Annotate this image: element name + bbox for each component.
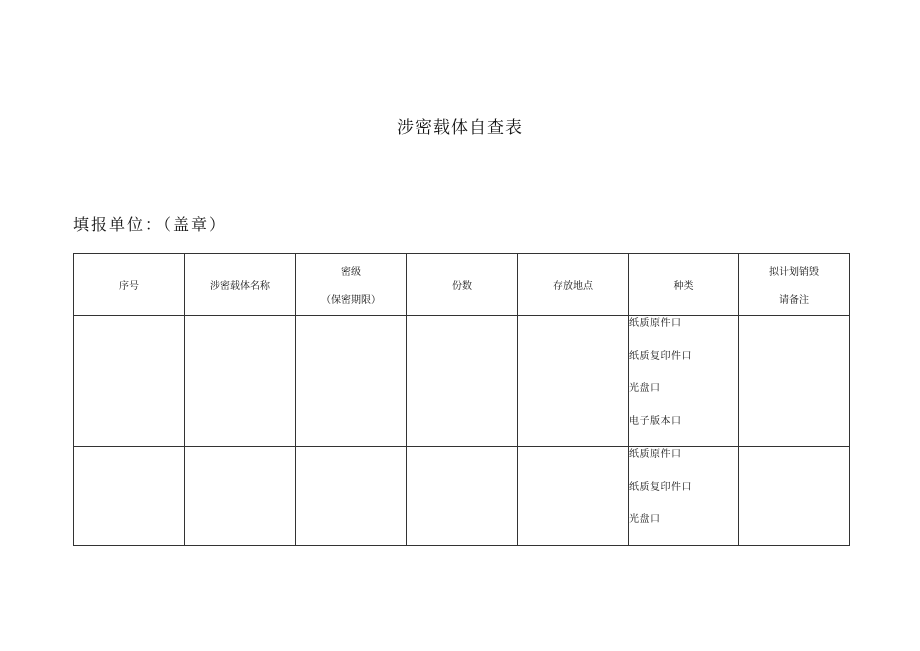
cell-seq[interactable] <box>74 316 185 447</box>
header-destroy-plan <box>739 254 850 316</box>
cell-storage-location[interactable] <box>518 316 629 447</box>
document-title: 涉密载体自查表 <box>397 118 523 138</box>
table-header-row <box>74 254 850 316</box>
cell-classification-level[interactable] <box>296 447 407 546</box>
cell-copies[interactable] <box>407 447 518 546</box>
header-storage-location: 存放地点 <box>518 254 629 316</box>
cell-classification-level[interactable] <box>296 316 407 447</box>
cell-seq[interactable] <box>74 447 185 546</box>
type-option-paper-copy[interactable]: 纸质复印件口 <box>629 350 692 362</box>
header-copies: 份数 <box>407 254 518 316</box>
header-type: 种类 <box>629 254 739 316</box>
cell-storage-location[interactable] <box>518 447 629 546</box>
type-option-paper-original[interactable]: 纸质原件口 <box>629 449 682 460</box>
header-classification-level <box>296 254 407 316</box>
header-plan-line2: 请备注 <box>779 295 809 306</box>
cell-carrier-name[interactable] <box>185 447 296 546</box>
reporting-unit-label: 填报单位：（盖章） <box>73 215 228 234</box>
cell-copies[interactable] <box>407 316 518 447</box>
header-seq: 序号 <box>74 254 185 316</box>
type-option-optical-disc[interactable]: 光盘口 <box>629 514 661 525</box>
cell-type-options <box>629 447 739 546</box>
type-option-optical-disc[interactable]: 光盘口 <box>629 383 661 394</box>
cell-destroy-plan[interactable] <box>739 316 850 447</box>
header-carrier-name: 涉密载体名称 <box>185 254 296 316</box>
type-option-electronic[interactable]: 电子版本口 <box>629 415 682 427</box>
cell-destroy-plan[interactable] <box>739 447 850 546</box>
classified-carrier-table <box>73 253 850 546</box>
header-plan-line1: 拟计划销毁 <box>769 267 819 278</box>
table-row <box>74 316 850 447</box>
cell-type-options <box>629 316 739 447</box>
cell-carrier-name[interactable] <box>185 316 296 447</box>
header-level-line2: （保密期限） <box>321 295 381 306</box>
type-option-paper-copy[interactable]: 纸质复印件口 <box>629 481 692 493</box>
table-row <box>74 447 850 546</box>
header-level-line1: 密级 <box>341 267 361 278</box>
type-option-paper-original[interactable]: 纸质原件口 <box>629 318 682 329</box>
